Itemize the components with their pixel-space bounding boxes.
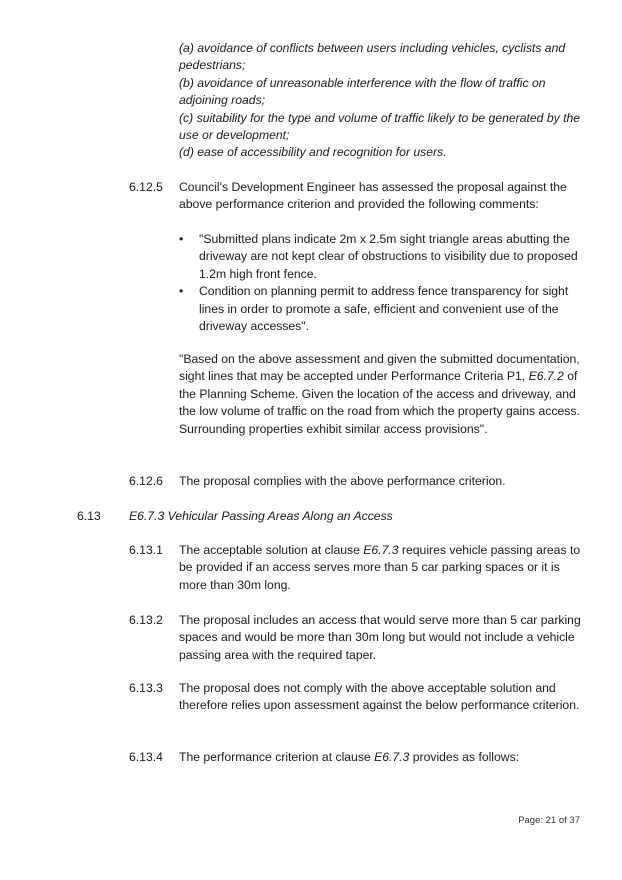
page-number: Page: 21 of 37 xyxy=(518,815,580,826)
section-6-13-1-text xyxy=(179,542,584,594)
criteria-item-d: (d) ease of accessibility and recognition for users. xyxy=(179,145,447,160)
comment-text: Condition on planning permit to address fence transparency for sight lines in order to promote a safe, efficient and convenient use of the driveway accesses". xyxy=(199,284,569,334)
bullet-icon: • xyxy=(179,232,184,246)
section-6-13-3-text: The proposal does not comply with the above acceptable solution and therefore relies upon assessment against the below performance criterion. xyxy=(179,681,580,713)
bullet-icon: • xyxy=(179,284,184,299)
engineer-quote xyxy=(179,351,587,438)
section-6-12-6-text: The proposal complies with the above performance criterion. xyxy=(179,474,506,488)
list-item xyxy=(179,283,584,335)
section-number-6-13-3: 6.13.3 xyxy=(129,681,163,695)
criteria-item-a: (a) avoidance of conflicts between users including vehicles, cyclists and pedestrians; xyxy=(179,41,566,73)
section-number-6-13-2: 6.13.2 xyxy=(129,613,163,627)
quote-clause-ref: E6.7.2 xyxy=(528,369,564,384)
criteria-item-b: (b) avoidance of unreasonable interference with the flow of traffic on adjoining roads; xyxy=(179,75,546,108)
quote-text-part2: of the Planning Scheme. Given the location of the access and driveway, and the low volume of traffic on the road from which the property gains access. Surrounding properties exhibit similar access provisions". xyxy=(179,369,580,436)
list-item xyxy=(179,231,584,283)
section-6-13-2-text: The proposal includes an access that would serve more than 5 car parking spaces and would be more than 30m long but would not include a vehicle passing area with the required taper. xyxy=(179,613,581,662)
clause-ref: E6.7.3 xyxy=(363,543,399,557)
section-number-6-12-5: 6.12.5 xyxy=(129,180,163,194)
criteria-item-c: (c) suitability for the type and volume of traffic likely to be generated by the use or development; xyxy=(179,110,581,143)
section-number-6-13: 6.13 xyxy=(77,509,101,523)
text-part1: The performance criterion at clause xyxy=(179,750,375,764)
section-number-6-13-4: 6.13.4 xyxy=(129,750,163,764)
section-6-13-4-text xyxy=(179,749,584,766)
text-part1: The acceptable solution at clause xyxy=(179,543,364,557)
text-part2: provides as follows: xyxy=(409,750,520,764)
section-number-6-13-1: 6.13.1 xyxy=(129,543,163,557)
section-number-6-12-6: 6.12.6 xyxy=(129,474,163,488)
section-6-12-5-text: Council's Development Engineer has assessed the proposal against the above performance criterion and provided the following comments: xyxy=(179,180,567,212)
clause-ref: E6.7.3 xyxy=(374,750,410,764)
engineer-comments-list xyxy=(179,231,584,335)
quote-text-part1: "Based on the above assessment and given the submitted documentation, sight lines that may be accepted under Performance Criteria P1, xyxy=(179,352,580,384)
text-part2: requires vehicle passing areas to be provided if an access serves more than 5 car parking spaces or it is more than 30m long. xyxy=(179,543,581,592)
section-heading: E6.7.3 Vehicular Passing Areas Along an Access xyxy=(129,509,393,523)
criteria-list xyxy=(179,40,594,162)
comment-text: "Submitted plans indicate 2m x 2.5m sight triangle areas abutting the driveway are not kept clear of obstructions to visibility due to proposed 1.2m high front fence. xyxy=(199,232,578,281)
